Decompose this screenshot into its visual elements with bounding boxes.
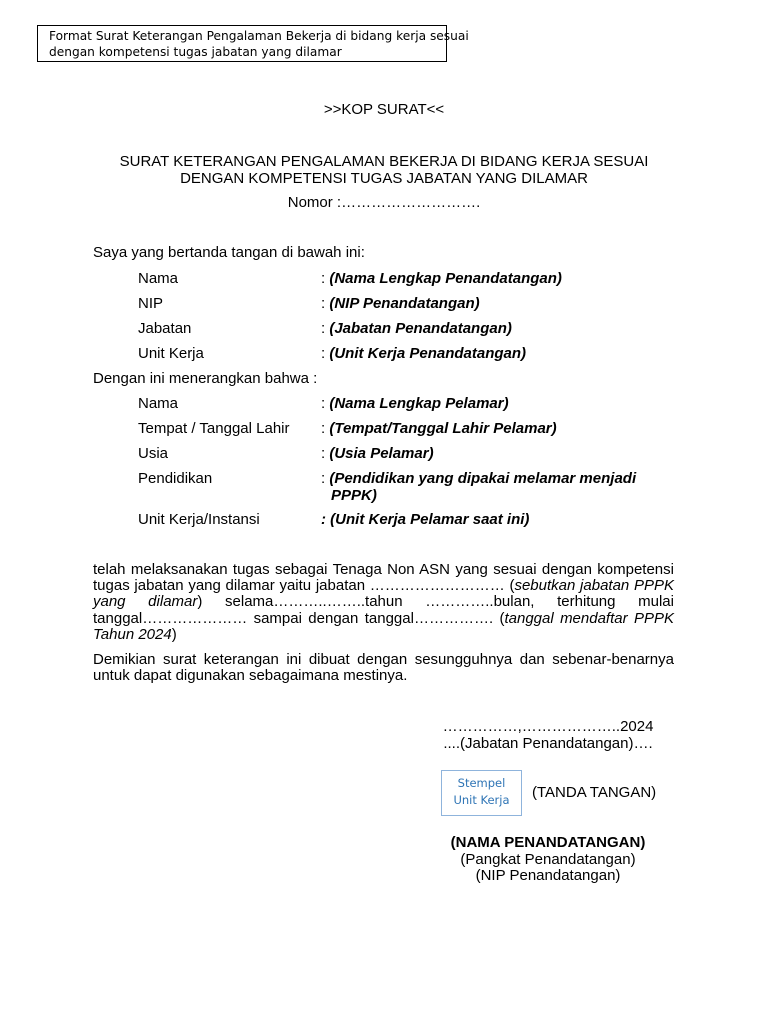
format-note-box bbox=[37, 25, 469, 62]
stamp-label-line2: Unit Kerja bbox=[453, 793, 510, 807]
work-statement-paragraph: telah melaksanakan tugas sebagai Tenaga Non ASN yang sesuai dengan kompetensi tugas jabatan yang dilamar yaitu jabatan ……………………… (sebutkan jabatan PPPK yang dilamar) selama………..……..tahun …………..bulan, terhitung mulai tanggal………………… sampai dengan tanggal……………. (tanggal mendaftar PPPK Tahun 2024) bbox=[93, 561, 674, 643]
applicant-intro: Dengan ini menerangkan bahwa : bbox=[93, 370, 318, 387]
letterhead-placeholder: >>KOP SURAT<< bbox=[323, 101, 445, 118]
applicant-age-value: : (Usia Pelamar) bbox=[321, 445, 434, 462]
signer-unit-value: : (Unit Kerja Penandatangan) bbox=[321, 345, 527, 362]
signer-rank-block: (Pangkat Penandatangan) bbox=[460, 851, 636, 868]
signer-position-value: : (Jabatan Penandatangan) bbox=[321, 320, 512, 337]
letter-number: Nomor :………………………. bbox=[287, 194, 481, 211]
signer-name-block: (NAMA PENANDATANGAN) bbox=[450, 834, 646, 851]
format-note-line1: Format Surat Keterangan Pengalaman Bekerja di bidang kerja sesuai bbox=[49, 29, 469, 43]
signer-position-label: Jabatan bbox=[138, 320, 192, 337]
signature-placeholder: (TANDA TANGAN) bbox=[532, 784, 657, 801]
applicant-unit-value: : (Unit Kerja Pelamar saat ini) bbox=[321, 511, 530, 528]
signer-nip-label: NIP bbox=[138, 295, 164, 312]
applicant-name-label: Nama bbox=[138, 395, 179, 412]
applicant-age-label: Usia bbox=[138, 445, 169, 462]
letter-title-line2: DENGAN KOMPETENSI TUGAS JABATAN YANG DILAMAR bbox=[180, 170, 588, 187]
applicant-birth-label: Tempat / Tanggal Lahir bbox=[138, 420, 290, 437]
applicant-name-value: : (Nama Lengkap Pelamar) bbox=[321, 395, 509, 412]
signer-intro: Saya yang bertanda tangan di bawah ini: bbox=[93, 244, 365, 261]
signer-unit-label: Unit Kerja bbox=[138, 345, 204, 362]
applicant-education-value: : (Pendidikan yang dipakai melamar menjadi PPPK) bbox=[321, 470, 637, 504]
signer-name-label: Nama bbox=[138, 270, 179, 287]
stamp-label-line1: Stempel bbox=[457, 776, 506, 790]
applicant-birth-value: : (Tempat/Tanggal Lahir Pelamar) bbox=[321, 420, 557, 437]
position-hint: sebutkan jabatan PPPK yang dilamar bbox=[93, 577, 674, 611]
applicant-education-value-cont: PPPK) bbox=[331, 487, 377, 504]
stamp-box bbox=[441, 770, 522, 816]
signature-position: ....(Jabatan Penandatangan)…. bbox=[443, 735, 653, 752]
closing-paragraph: Demikian surat keterangan ini dibuat dengan sesungguhnya dan sebenar-benarnya untuk dapat digunakan sebagaimana mestinya. bbox=[93, 651, 674, 685]
applicant-unit-label: Unit Kerja/Instansi bbox=[138, 511, 260, 528]
signer-nip-value: : (NIP Penandatangan) bbox=[321, 295, 480, 312]
registration-date-hint: tanggal mendaftar PPPK Tahun 2024 bbox=[93, 609, 674, 643]
letter-title-line1: SURAT KETERANGAN PENGALAMAN BEKERJA DI BIDANG KERJA SESUAI bbox=[119, 153, 649, 170]
applicant-education-label: Pendidikan bbox=[138, 470, 213, 487]
signer-nip-block: (NIP Penandatangan) bbox=[475, 867, 621, 884]
signer-name-value: : (Nama Lengkap Penandatangan) bbox=[321, 270, 562, 287]
format-note-line2: dengan kompetensi tugas jabatan yang dilamar bbox=[49, 45, 342, 59]
signature-date: ……………,………………..2024 bbox=[442, 718, 654, 735]
